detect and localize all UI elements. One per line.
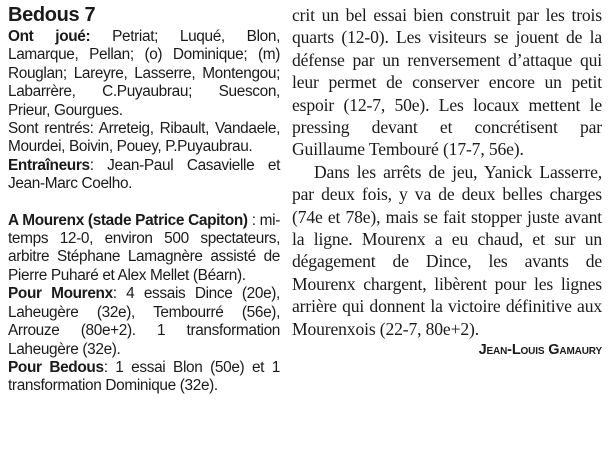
coaches-label: Entraîneurs [8,156,90,174]
author-byline: Jean-Louis Gamaury [478,342,602,359]
match-summary-column [8,4,280,396]
spacer [8,194,280,212]
coaches-text: : Jean-Paul Casavielle et Jean-Marc Coelho. [8,156,280,193]
coaches-paragraph [8,157,280,194]
bedous-scorers-text: : 1 essai Blon (50e) et 1 transformation Dominique (32e). [8,358,280,395]
venue-label: A Mourenx (stade Patrice Capiton) [8,211,248,229]
report-paragraph-2: Dans les arrêts de jeu, Yanick Lasserre, par deux fois, y va de deux belles charges (74e et 78e), mais se fait stopper juste avant la ligne. Mourenx a eu chaud, et sur un dégagement de Dince, les avants de Mourenx chargent, libèrent pour les lignes arrière qui donnent la victoire définitive aux Mourenxois (22-7, 80e+2). [292,161,602,339]
substitutes-paragraph [8,120,280,157]
mourenx-scorers-paragraph [8,285,280,359]
match-details-paragraph [8,212,280,286]
lineup-paragraph [8,28,280,120]
substitutes-text: Sont rentrés: Arreteig, Ribault, Vandaele, Mourdei, Boivin, Pouey, P.Puyaubrau. [8,120,280,156]
match-details-text: : mi-temps 12-0, environ 500 spectateurs, arbitre Stéphane Lamagnère assisté de Pierre Puharé et Alex Mellet (Béarn). [8,211,280,284]
match-report-column [292,4,602,360]
bedous-scorers-paragraph [8,359,280,396]
bedous-scorers-label: Pour Bedous [8,358,104,376]
team-heading: Bedous 7 [8,4,96,26]
report-paragraph-1: crit un bel essai bien construit par les trois quarts (12-0). Les visiteurs se jouent de la défense par un renversement d’attaque qui leur permet de conserver encore un petit espoir (12-7, 50e). Les locaux mettent le pressing devant et concrétisent par Guillaume Tembouré (17-7, 56e). [292,5,602,160]
mourenx-scorers-label: Pour Mourenx [8,285,113,303]
mourenx-scorers-text: : 4 essais Dince (20e), Laheugère (32e), Tembourré (56e), Arrouze (80e+2). 1 transformation Laheugère (32e). [8,285,280,358]
lineup-text: Petriat; Luqué, Blon, Lamarque, Pellan; (o) Dominique; (m) Rouglan; Lareyre, Lasserre, Montengou; Labarrère, C.Puyaubrau; Suescon, Prieur, Gourgues. [8,28,280,119]
lineup-label: Ont joué: [8,28,91,45]
